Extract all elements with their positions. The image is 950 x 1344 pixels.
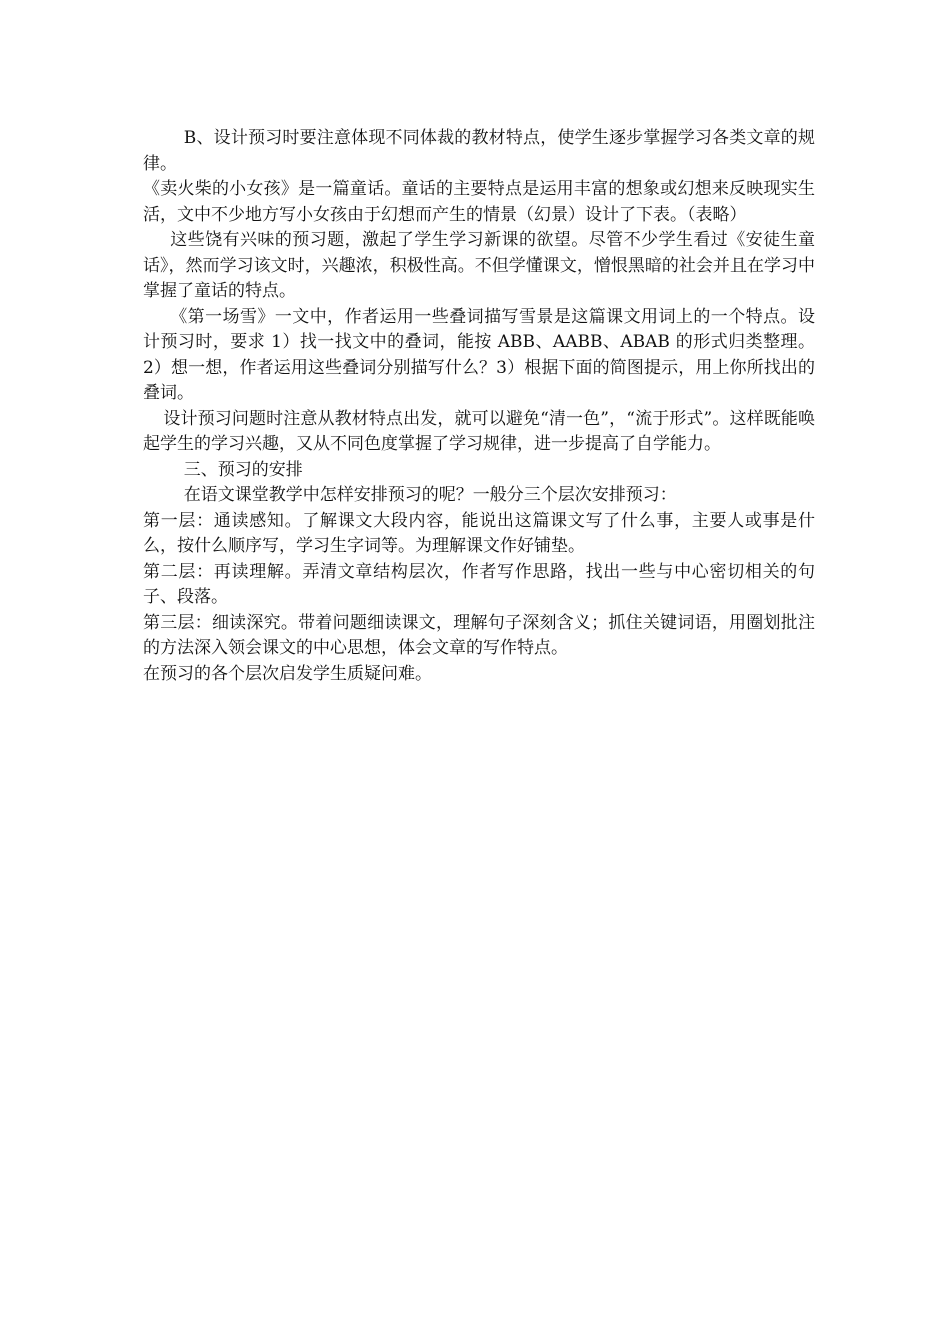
paragraph-questioning: 在预习的各个层次启发学生质疑问难。 [143, 663, 432, 684]
paragraph-design-preview-genre: B、设计预习时要注意体现不同体裁的教材特点，使学生逐步掌握学习各类文章的规律。 [143, 128, 815, 174]
section-heading-preview-arrangement: 三、预习的安排 [183, 459, 303, 480]
paragraph-level-one: 第一层：通读感知。了解课文大段内容，能说出这篇课文写了什么事，主要人或事是什么，按什么顺序写，学习生字词等。为理解课文作好铺垫。 [143, 510, 815, 556]
paragraph-level-two: 第二层：再读理解。弄清文章结构层次，作者写作思路，找出一些与中心密切相关的句子、段落。 [143, 561, 815, 607]
paragraph-first-snow: 《第一场雪》一文中，作者运用一些叠词描写雪景是这篇课文用词上的一个特点。设计预习时，要求 1）找一找文中的叠词，能按 ABB、AABB、ABAB 的形式归类整理。2）想一想，作者运用这些叠词分别描写什么？3）根据下面的简图提示，用上你所找出的叠词。 [143, 306, 815, 403]
paragraph-interest: 这些饶有兴味的预习题，激起了学生学习新课的欲望。尽管不少学生看过《安徒生童话》，然而学习该文时，兴趣浓，积极性高。不但学懂课文，憎恨黑暗的社会并且在学习中掌握了童话的特点。 [143, 230, 815, 301]
paragraph-design-questions: 设计预习问题时注意从教材特点出发，就可以避免“清一色”，“流于形式”。这样既能唤起学生的学习兴趣，又从不同色度掌握了学习规律，进一步提高了自学能力。 [143, 408, 815, 454]
paragraph-match-girl: 《卖火柴的小女孩》是一篇童话。童话的主要特点是运用丰富的想象或幻想来反映现实生活，文中不少地方写小女孩由于幻想而产生的情景（幻景）设计了下表。（表略） [143, 179, 815, 225]
document-body [143, 126, 815, 687]
paragraph-three-levels-intro: 在语文课堂教学中怎样安排预习的呢？一般分三个层次安排预习： [183, 485, 677, 505]
paragraph-level-three: 第三层：细读深究。带着问题细读课文，理解句子深刻含义；抓住关键词语，用圈划批注的方法深入领会课文的中心思想，体会文章的写作特点。 [143, 612, 815, 658]
